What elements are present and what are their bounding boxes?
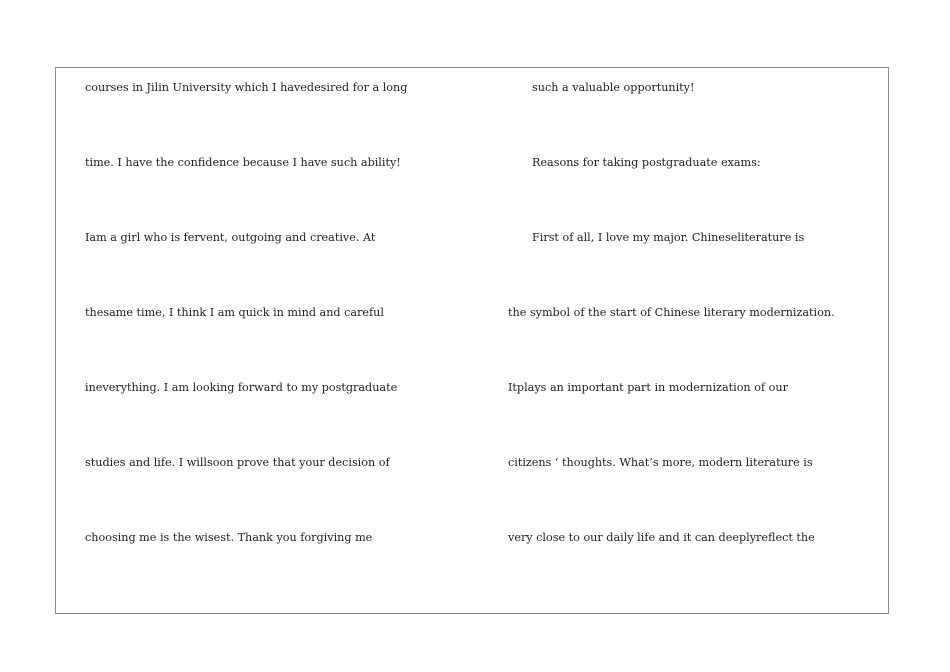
text-line: such a valuable opportunity!	[532, 81, 695, 94]
text-line: studies and life. I willsoon prove that your decision of	[85, 456, 390, 469]
text-line: courses in Jilin University which I havedesired for a long	[85, 81, 408, 94]
text-line: ineverything. I am looking forward to my postgraduate	[85, 381, 398, 394]
document-page	[55, 67, 889, 614]
text-line: the symbol of the start of Chinese literary modernization.	[508, 306, 835, 319]
text-line: very close to our daily life and it can deeplyreflect the	[508, 531, 815, 544]
text-line: First of all, I love my major. Chineseliterature is	[532, 231, 805, 244]
text-line: time. I have the confidence because I have such ability!	[85, 156, 401, 169]
text-line: Iam a girl who is fervent, outgoing and creative. At	[85, 231, 376, 244]
text-line: choosing me is the wisest. Thank you forgiving me	[85, 531, 373, 544]
text-line: Itplays an important part in modernization of our	[508, 381, 788, 394]
text-line: citizens ‘ thoughts. What’s more, modern literature is	[508, 456, 813, 469]
text-line: Reasons for taking postgraduate exams:	[532, 156, 761, 169]
text-line: thesame time, I think I am quick in mind and careful	[85, 306, 384, 319]
